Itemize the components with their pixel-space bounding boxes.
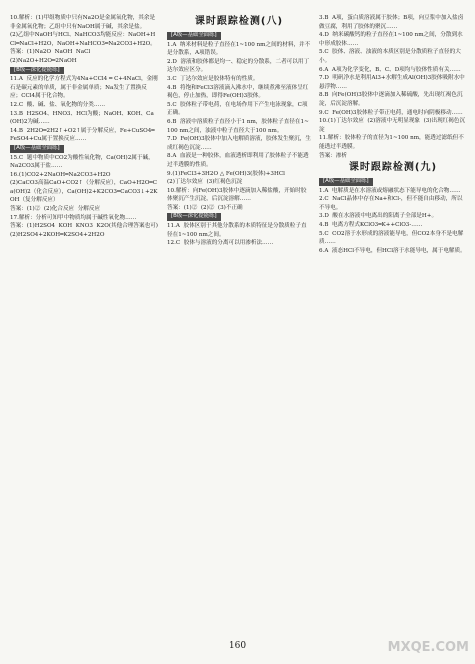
section-heading: 课时跟踪检测(八) xyxy=(194,16,284,27)
answer-line: 11.解析：胶体粒子的直径为1~100 nm，能透过滤纸但不能透过半透膜。 xyxy=(319,135,464,150)
section-tag: [A级—基础全面练] xyxy=(10,145,64,153)
answer-line: 6.B 溶液中溶质粒子直径小于1 nm，胶体粒子直径在1~100 nm之间，浊液中粒子直径大于100 nm。 xyxy=(167,118,309,134)
answer-line: 答案：(1)② (2)② (3)不正确 xyxy=(167,204,243,211)
watermark-logo xyxy=(373,638,469,658)
answer-line: 4.B 电离方程式KClO3═K++ClO3-…… xyxy=(319,222,423,229)
section-heading: 课时跟踪检测(九) xyxy=(348,162,438,174)
column-right xyxy=(319,14,467,642)
watermark-text: MXQE.COM xyxy=(387,640,469,655)
answer-line: (2)丁达尔效应 (3)红褐色沉淀 xyxy=(167,179,243,186)
answer-line: 7.D Fe(OH)3胶体中加入电解质溶液，胶体发生聚沉，生成红褐色沉淀…… xyxy=(167,136,311,151)
answer-line: 4.D 纳米碳酸钙的粒子直径在1~100 nm之间，分散到水中形成胶体…… xyxy=(319,32,463,47)
answer-line: 1.A 纳米材料是粒子直径在1~100 nm之间的材料，并不是分散系，A项错误。 xyxy=(167,41,311,57)
answer-line: 8.A 血液是一种胶体，血液透析即利用了胶体粒子不能透过半透膜的性质。 xyxy=(167,153,309,168)
answer-line: 12.C 胶体与溶液的分离可以用渗析法…… xyxy=(167,240,274,247)
answer-line: 5.C CO2溶于水形成的溶液能导电，但CO2本身不是电解质…… xyxy=(319,230,464,246)
answer-line: 11.A 反应的化学方程式为4Na+CCl4 ═ C+4NaCl，金刚石是碳元素的单质，属于非金属单质；Na发生了置换反应；CCl4属于化合物。 xyxy=(10,76,158,100)
section-tag: [A级—基础全面练] xyxy=(167,32,221,40)
answer-line: 10.(1)丁达尔效应 (2)溶液中无明显现象 (3)出现红褐色沉淀 xyxy=(319,118,466,133)
answer-line: 3.B A项，蛋白质溶液属于胶体；B项，向豆浆中加入盐卤做豆腐，利用了胶体的聚沉…… xyxy=(319,15,464,30)
answer-line: 2.C NaCl晶体中存在Na+和Cl-，但不能自由移动，所以不导电。 xyxy=(319,196,463,211)
answer-line: 5.C 胶体粒子带电荷，在电场作用下产生电泳现象，C项正确。 xyxy=(167,101,308,117)
answer-line: 9.C Fe(OH)3胶体粒子带正电荷，通电时向阴极移动…… xyxy=(319,109,463,116)
answer-line: 10.解析：(1)甲组物质中只有Na2O是金属氧化物，其余是非金属氧化物；乙组中只有NaOH属于碱，其余是盐。 xyxy=(10,15,156,30)
answer-line: (2)Na2O+H2O═2NaOH xyxy=(10,57,77,64)
answer-line: 6.A A项为化学变化，B、C、D项均与胶体性质有关…… xyxy=(319,66,461,73)
answer-line: 2.D 溶液和胶体都是均一、稳定的分散系，二者可以用丁达尔效应区分。 xyxy=(167,58,310,74)
answer-line: (2)乙组中NaOH与HCl、NaHCO3均能反应：NaOH+HCl═NaCl+H2O，NaOH+NaHCO3═Na2CO3+H2O。 xyxy=(10,32,156,47)
answer-line: 10.解析：向Fe(OH)3胶体中逐滴加入稀盐酸，开始时胶体聚沉产生沉淀，后沉淀溶解…… xyxy=(167,187,307,203)
answer-line: 3.C 丁达尔效应是胶体特有的性质。 xyxy=(167,75,259,82)
answer-line: 14.B 2H2O═2H2↑+O2↑属于分解反应，Fe+CuSO4═FeSO4+Cu属于置换反应…… xyxy=(10,127,155,143)
column-middle xyxy=(167,14,311,642)
answer-line: 17.解析：分析可知甲中物质均属于碱性氧化物…… xyxy=(10,214,137,221)
answer-line: 3.D 酸在水溶液中电离出的阳离子全部是H+。 xyxy=(319,213,438,220)
answer-line: 12.C 酸、碱、盐、氧化物的分类…… xyxy=(10,101,106,108)
answer-line: 5.C 胶体、溶液、浊液的本质区别是分散质粒子直径的大小。 xyxy=(319,49,461,64)
answer-line: 答案：(1)H2SO4 KOH KNO3 K2O(其他合理答案也可) xyxy=(10,223,158,230)
answer-line: 答案：(1)Na2O NaOH NaCl xyxy=(10,49,91,56)
answer-line: 11.A 胶体区别于其他分散系的本质特征是分散质粒子直径在1~100 nm之间。 xyxy=(167,223,307,238)
answer-line: 13.B H2SO4、HNO3、HCl为酸；NaOH、KOH、Ca(OH)2为碱…… xyxy=(10,110,154,126)
section-tag: [B级—深化提能练] xyxy=(167,213,221,221)
answer-line: 8.B 向Fe(OH)3胶体中逐滴加入稀硫酸，先出现红褐色沉淀，后沉淀溶解。 xyxy=(319,92,463,107)
answer-line: 7.D 明矾净水是利用Al3+水解生成Al(OH)3胶体吸附水中悬浮物…… xyxy=(319,75,465,90)
column-left xyxy=(10,14,158,642)
section-tag: [A级—基础全面练] xyxy=(319,178,373,186)
answer-line: 9.(1)FeCl3+3H2O △ Fe(OH)3(胶体)+3HCl xyxy=(167,170,285,177)
answer-line: 16.(1)CO2+2NaOH═Na2CO3+H2O xyxy=(10,171,111,178)
section-tag: [B级—深化提能练] xyxy=(10,67,64,75)
answer-line: (2)CaCO3高温CaO+CO2↑（分解反应），CaO+H2O═Ca(OH)2（化合反应），Ca(OH)2+K2CO3═CaCO3↓+2KOH（复分解反应） xyxy=(10,180,158,204)
page-number: 160 xyxy=(228,641,247,651)
answer-line: (2)H2SO4+2KOH═K2SO4+2H2O xyxy=(10,231,105,238)
answer-line: 1.A 电解质是在水溶液或熔融状态下能导电的化合物…… xyxy=(319,187,461,194)
answer-line: 答案：渗析 xyxy=(319,152,347,159)
answer-line: 6.A 液态HCl不导电，但HCl溶于水能导电，属于电解质。 xyxy=(319,247,466,254)
answer-line: 15.C 题中物质中CO2为酸性氧化物，Ca(OH)2属于碱，Na2CO3属于盐…… xyxy=(10,154,154,170)
answer-line: 答案：(1)② (2)化合反应 分解反应 xyxy=(10,206,101,213)
answer-line: 4.B 将饱和FeCl3溶液滴入沸水中，继续煮沸至液体呈红褐色，停止加热，即得Fe(OH)3胶体。 xyxy=(167,84,309,100)
